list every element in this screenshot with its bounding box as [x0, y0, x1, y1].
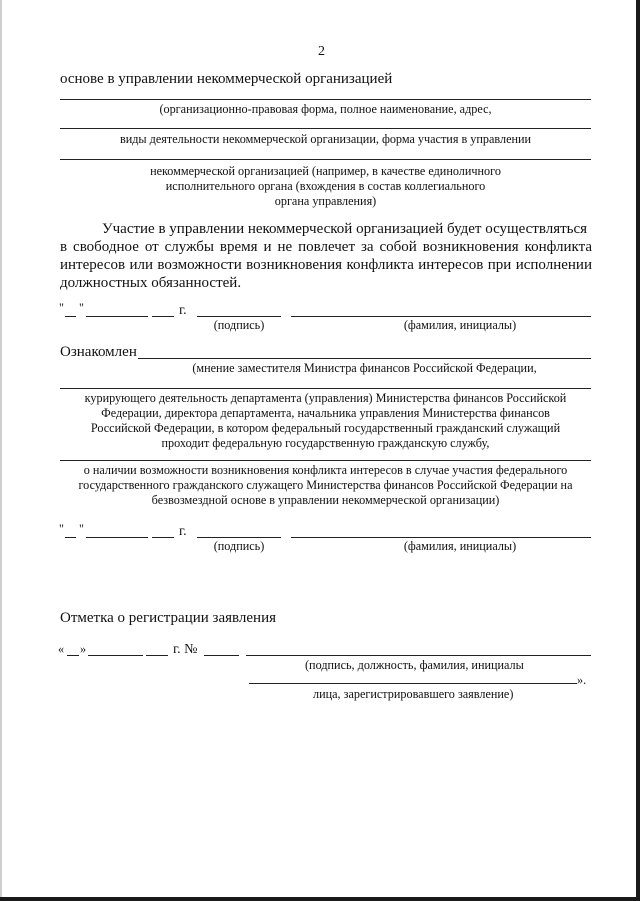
ack-hint-8: безвозмездной основе в управлении некоммерческой организации) — [151, 493, 500, 507]
ack-hint-5: проходит федеральную государственную гражданскую службу, — [161, 436, 490, 450]
sig2-signature-line — [197, 537, 281, 538]
org-hint-1: (организационно-правовая форма, полное наименование, адрес, — [159, 102, 492, 116]
ack-hint-7: государственного гражданского служащего Министерства финансов Российской Федерации на — [78, 478, 573, 492]
sig1-close-quote: " — [79, 301, 84, 315]
org-line-1 — [60, 99, 591, 100]
sig1-signature-line — [197, 316, 281, 317]
reg-day-line — [67, 655, 79, 656]
reg-hint-2: лица, зарегистрировавшего заявление) — [313, 687, 514, 701]
ack-hint-3: Федерации, директора департамента, начальника управления Министерства финансов — [101, 406, 550, 420]
ack-hint-2: курирующего деятельность департамента (управления) Министерства финансов Российской — [84, 391, 567, 405]
scan-edge-right — [636, 0, 640, 901]
sig1-open-quote: " — [59, 301, 64, 315]
sig1-name-caption: (фамилия, инициалы) — [403, 318, 517, 332]
sig1-month-line — [86, 316, 148, 317]
ack-line-2 — [60, 388, 591, 389]
ack-hint-4: Российской Федерации, в котором федеральный государственный гражданский служащий — [90, 421, 561, 435]
reg-number-line — [204, 655, 239, 656]
sig2-year-line — [152, 537, 174, 538]
org-line-3 — [60, 159, 591, 160]
sig1-day-line — [65, 316, 76, 317]
reg-month-line — [88, 655, 143, 656]
declaration-line-1: Участие в управлении некоммерческой организацией будет осуществляться — [102, 221, 588, 237]
sig2-name-caption: (фамилия, инициалы) — [403, 539, 517, 553]
reg-trailer: ». — [577, 673, 587, 687]
sig2-year-suffix: г. — [179, 524, 187, 539]
sig1-signature-caption: (подпись) — [213, 318, 265, 332]
reg-close-quote: » — [80, 642, 87, 656]
reg-year-number: г. № — [173, 642, 198, 657]
page-number: 2 — [318, 44, 325, 59]
sig2-month-line — [86, 537, 148, 538]
declaration-paragraph — [60, 220, 592, 292]
reg-signature-line — [246, 655, 591, 656]
reg-year-line — [146, 655, 168, 656]
sig2-day-line — [65, 537, 76, 538]
org-header-text: основе в управлении некоммерческой организацией — [60, 71, 393, 87]
ack-line-3 — [60, 460, 591, 461]
sig2-signature-caption: (подпись) — [213, 539, 265, 553]
acknowledged-label: Ознакомлен — [60, 344, 137, 360]
scan-edge-left — [0, 0, 2, 901]
reg-line-2 — [249, 683, 577, 684]
registration-title: Отметка о регистрации заявления — [60, 610, 276, 626]
declaration-line-3: интересов или возможности возникновения конфликта интересов при исполнении — [60, 257, 592, 273]
ack-line-1 — [138, 358, 591, 359]
org-line-2 — [60, 128, 591, 129]
org-hint-3: некоммерческой организацией (например, в качестве единоличного — [150, 164, 501, 178]
org-hint-5: органа управления) — [274, 194, 377, 208]
sig1-year-line — [152, 316, 174, 317]
ack-hint-6: о наличии возможности возникновения конфликта интересов в случае участия федерального — [83, 463, 568, 477]
sig2-open-quote: " — [59, 522, 64, 536]
sig2-close-quote: " — [79, 522, 84, 536]
scan-edge-bottom — [0, 897, 640, 901]
ack-hint-1: (мнение заместителя Министра финансов Российской Федерации, — [192, 361, 537, 375]
sig1-year-suffix: г. — [179, 303, 187, 318]
reg-hint-1: (подпись, должность, фамилия, инициалы — [305, 658, 524, 672]
sig1-name-line — [291, 316, 591, 317]
declaration-line-2: в свободное от службы время и не повлечет за собой возникновения конфликта — [60, 239, 592, 255]
declaration-line-4: должностных обязанностей. — [60, 275, 242, 291]
org-hint-2: виды деятельности некоммерческой организации, форма участия в управлении — [119, 132, 532, 146]
org-hint-4: исполнительного органа (вхождения в состав коллегиального — [165, 179, 486, 193]
sig2-name-line — [291, 537, 591, 538]
reg-open-quote: « — [58, 642, 65, 656]
